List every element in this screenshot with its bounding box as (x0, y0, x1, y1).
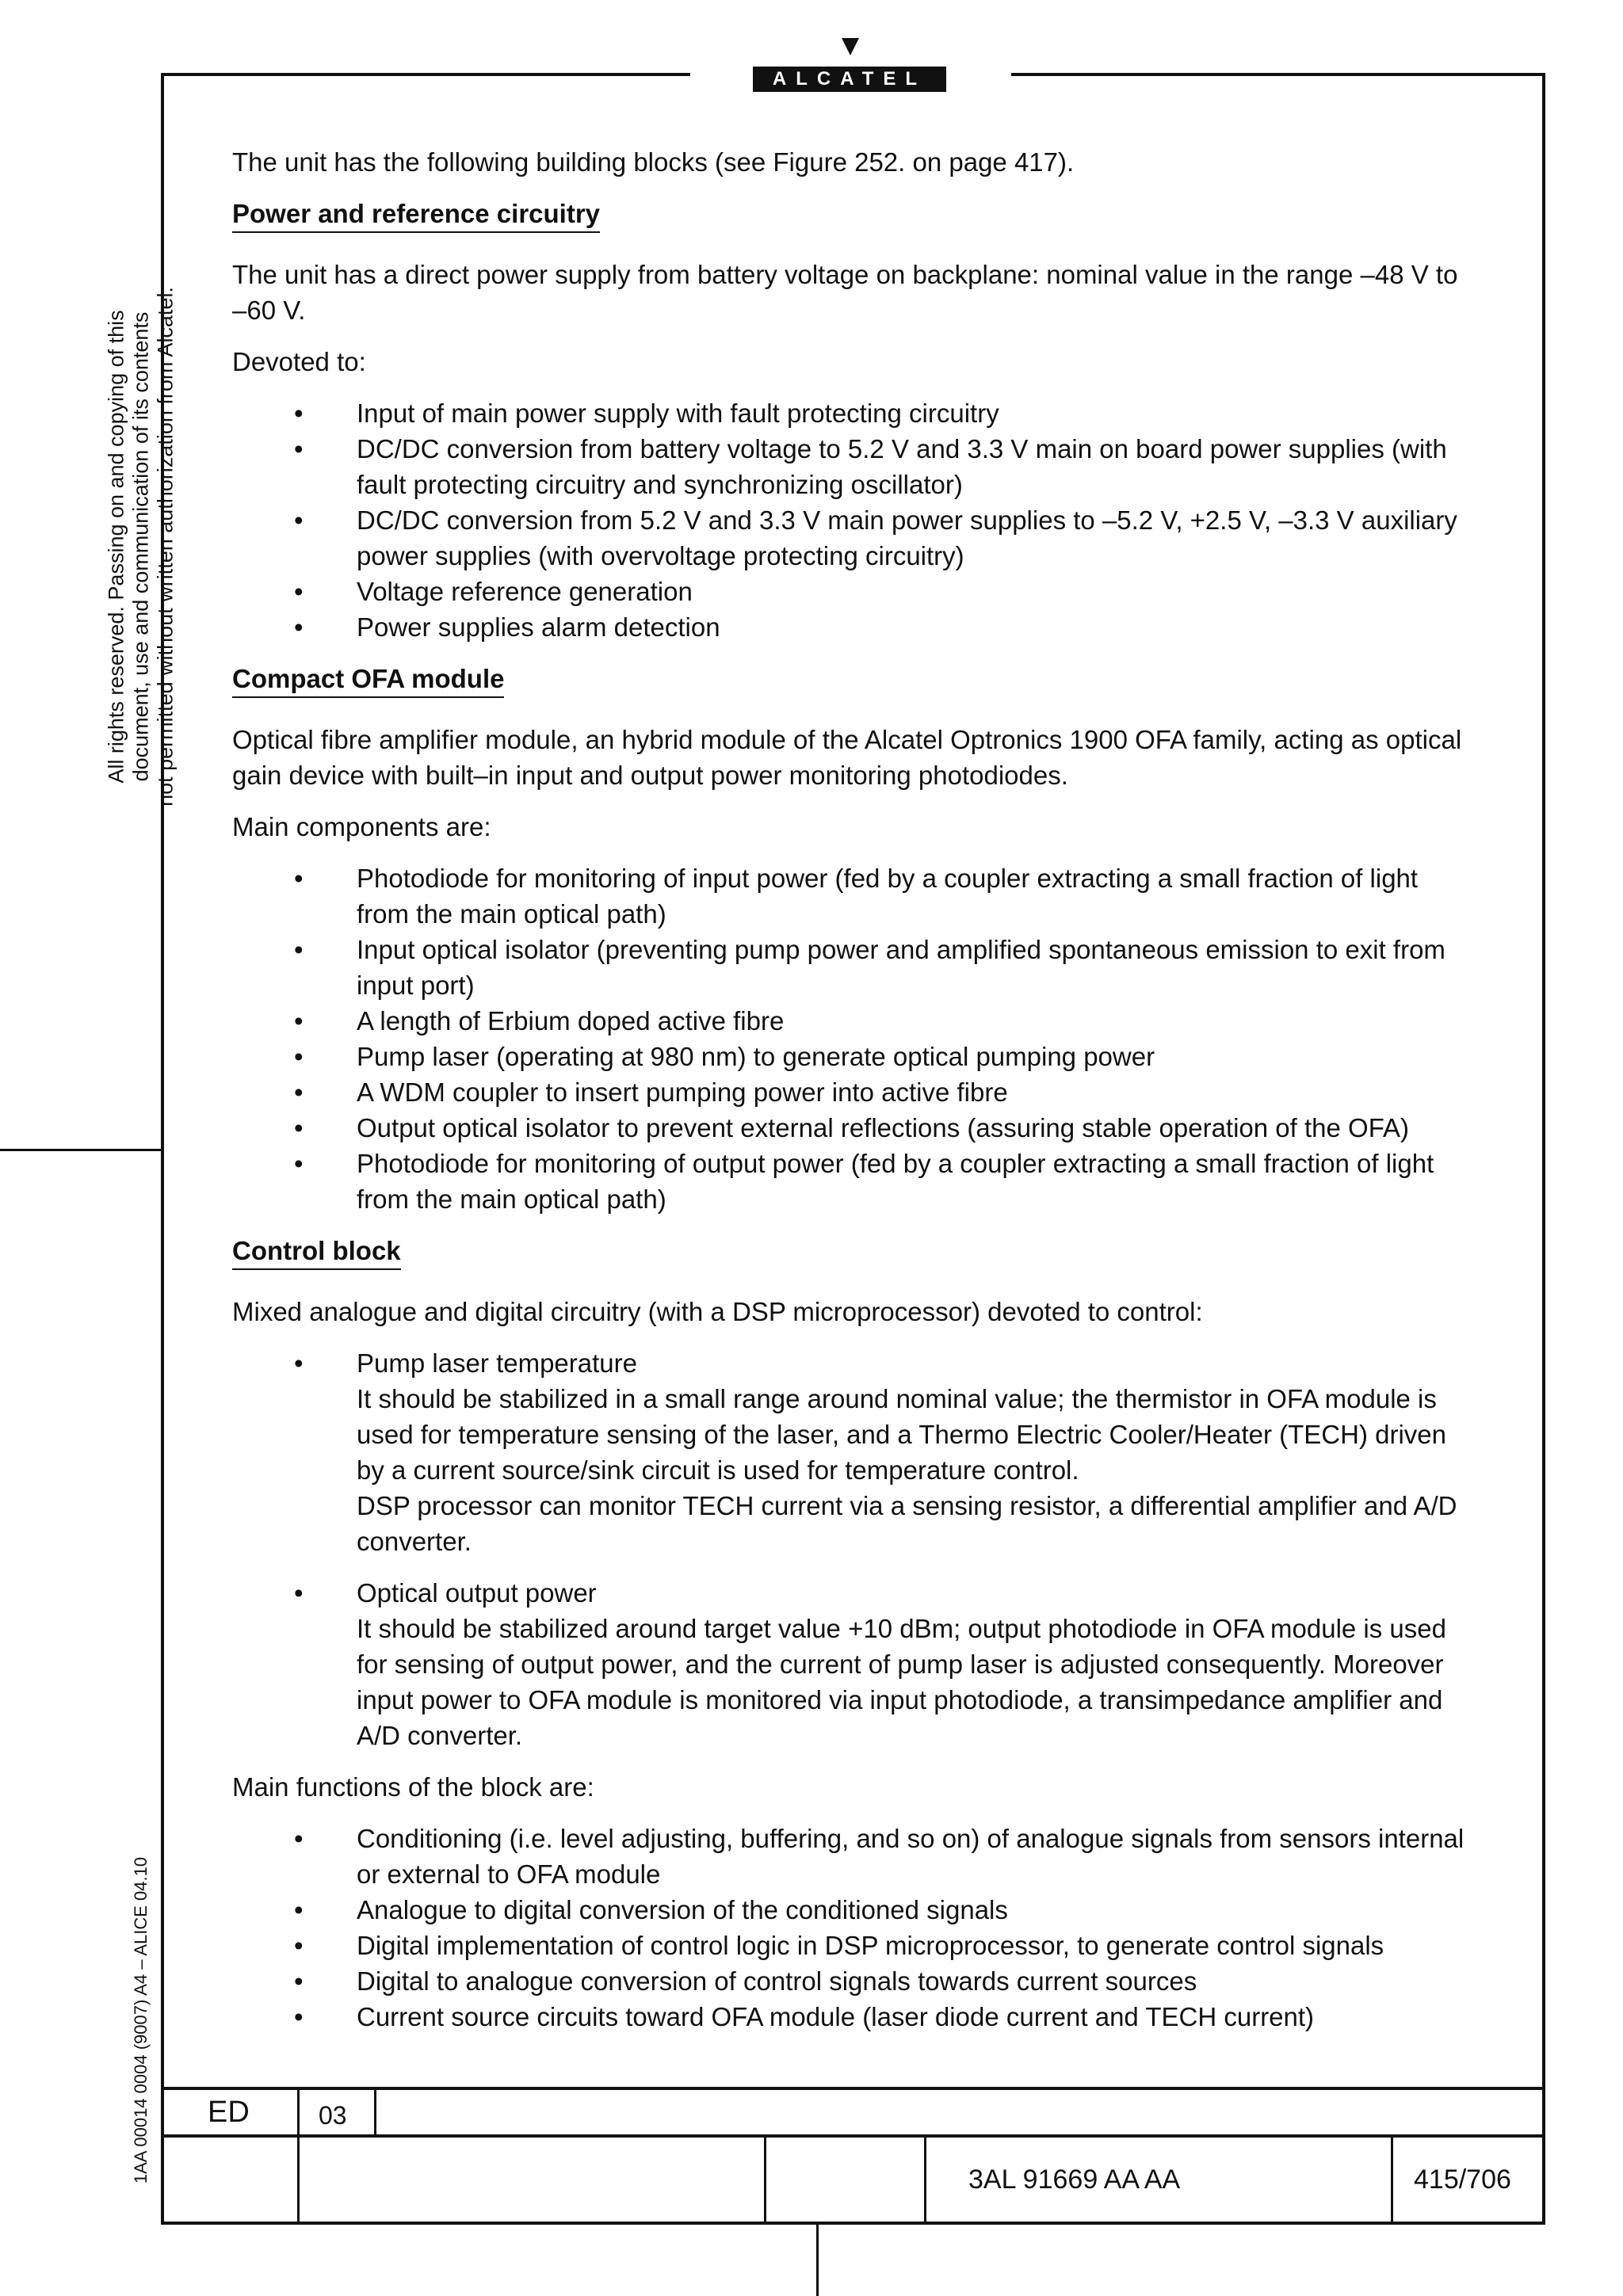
list-item: • Digital to analogue conversion of control signals towards current sources (232, 1963, 1472, 1999)
list-item: • Conditioning (i.e. level adjusting, buffering, and so on) of analogue signals from sensors internal or external to OFA module (232, 1821, 1472, 1892)
footer-divider (297, 2087, 300, 2223)
power-list (232, 395, 1472, 645)
list-item: • A WDM coupler to insert pumping power into active fibre (232, 1074, 1472, 1110)
list-item: • DC/DC conversion from 5.2 V and 3.3 V main power supplies to –5.2 V, +2.5 V, –3.3 V auxiliary power supplies (with overvoltage protecting circuitry) (232, 502, 1472, 574)
footer-top-line (161, 2087, 1545, 2090)
copyright-line: not permitted without written authorization from Alcatel. (153, 287, 178, 807)
power-paragraph: The unit has a direct power supply from battery voltage on backplane: nominal value in the range –48 V to –60 V. (232, 260, 1458, 325)
copyright-line: All rights reserved. Passing on and copying of this (104, 310, 128, 784)
intro-paragraph: The unit has the following building blocks (see Figure 252. on page 417). (232, 147, 1075, 177)
alcatel-logo (753, 38, 946, 93)
list-item (232, 1345, 1472, 1559)
item-text: It should be stabilized in a small range around nominal value; the thermistor in OFA module is used for temperature sensing of the laser, and a Thermo Electric Cooler/Heater (TECH) driven by a current source/sink circuit is used for temperature control. (357, 1384, 1447, 1485)
list-item: • Digital implementation of control logic in DSP microprocessor, to generate control signals (232, 1928, 1472, 1963)
footer-middle-line (161, 2134, 1545, 2138)
functions-list (232, 1821, 1472, 2035)
frame-top-border-left (161, 73, 690, 76)
form-code: 1AA 00014 0004 (9007) A4 – ALICE 04.10 (131, 1856, 151, 2184)
frame-top-border-right (1011, 73, 1545, 76)
list-item: • Input of main power supply with fault protecting circuitry (232, 395, 1472, 431)
frame-right-border (1542, 73, 1545, 2225)
edition-value: 03 (319, 2101, 347, 2130)
section-heading-control: Control block (232, 1235, 401, 1270)
list-item: • Voltage reference generation (232, 574, 1472, 609)
section-heading-ofa: Compact OFA module (232, 663, 504, 698)
list-item: • DC/DC conversion from battery voltage to 5.2 V and 3.3 V main on board power supplies (with fault protecting circuitry and synchronizing oscillator) (232, 431, 1472, 502)
item-title: • Pump laser temperature (357, 1348, 637, 1378)
list-item: • Analogue to digital conversion of the conditioned signals (232, 1892, 1472, 1928)
footer-divider (374, 2087, 376, 2136)
logo-text: ALCATEL (753, 67, 946, 92)
page-number: 415/706 (1414, 2164, 1511, 2195)
page-body (232, 144, 1472, 2050)
binding-mark (816, 2223, 819, 2296)
ofa-components-label: Main components are: (232, 812, 491, 841)
power-devoted-label: Devoted to: (232, 347, 366, 376)
footer-bottom-line (161, 2222, 1545, 2225)
control-paragraph: Mixed analogue and digital circuitry (with a DSP microprocessor) devoted to control: (232, 1297, 1203, 1326)
list-item: • Power supplies alarm detection (232, 609, 1472, 645)
list-item: • Current source circuits toward OFA module (laser diode current and TECH current) (232, 1999, 1472, 2035)
document-code: 3AL 91669 AA AA (968, 2164, 1181, 2195)
section-heading-power: Power and reference circuitry (232, 198, 600, 233)
footer-divider (1391, 2134, 1393, 2223)
control-list (232, 1345, 1472, 1753)
copyright-notice (105, 287, 178, 807)
footer-divider (764, 2134, 766, 2223)
copyright-line: document, use and communication of its contents (128, 311, 153, 782)
edition-label: ED (208, 2096, 250, 2129)
item-title: • Optical output power (357, 1578, 597, 1608)
list-item: • Input optical isolator (preventing pump power and amplified spontaneous emission to exit from input port) (232, 932, 1472, 1003)
control-functions-label: Main functions of the block are: (232, 1772, 594, 1802)
list-item: • Output optical isolator to prevent external reflections (assuring stable operation of the OFA) (232, 1110, 1472, 1146)
ofa-list (232, 860, 1472, 1217)
footer-divider (924, 2134, 926, 2223)
list-item: • Pump laser (operating at 980 nm) to generate optical pumping power (232, 1039, 1472, 1074)
list-item (232, 1575, 1472, 1753)
ofa-paragraph: Optical fibre amplifier module, an hybrid module of the Alcatel Optronics 1900 OFA family, acting as optical gain device with built–in input and output power monitoring photodiodes. (232, 725, 1462, 790)
item-text: DSP processor can monitor TECH current via a sensing resistor, a differential amplifier and A/D converter. (357, 1491, 1457, 1556)
logo-triangle-icon (842, 38, 859, 55)
margin-fold-mark (0, 1149, 161, 1151)
list-item: • A length of Erbium doped active fibre (232, 1003, 1472, 1039)
list-item: • Photodiode for monitoring of output power (fed by a coupler extracting a small fraction of light from the main optical path) (232, 1146, 1472, 1217)
list-item: • Photodiode for monitoring of input power (fed by a coupler extracting a small fraction of light from the main optical path) (232, 860, 1472, 932)
item-text: It should be stabilized around target value +10 dBm; output photodiode in OFA module is used for sensing of output power, and the current of pump laser is adjusted consequently. Moreover input power to OFA module is monitored via input photodiode, a transimpedance amplifier and A/D converter. (357, 1614, 1446, 1750)
